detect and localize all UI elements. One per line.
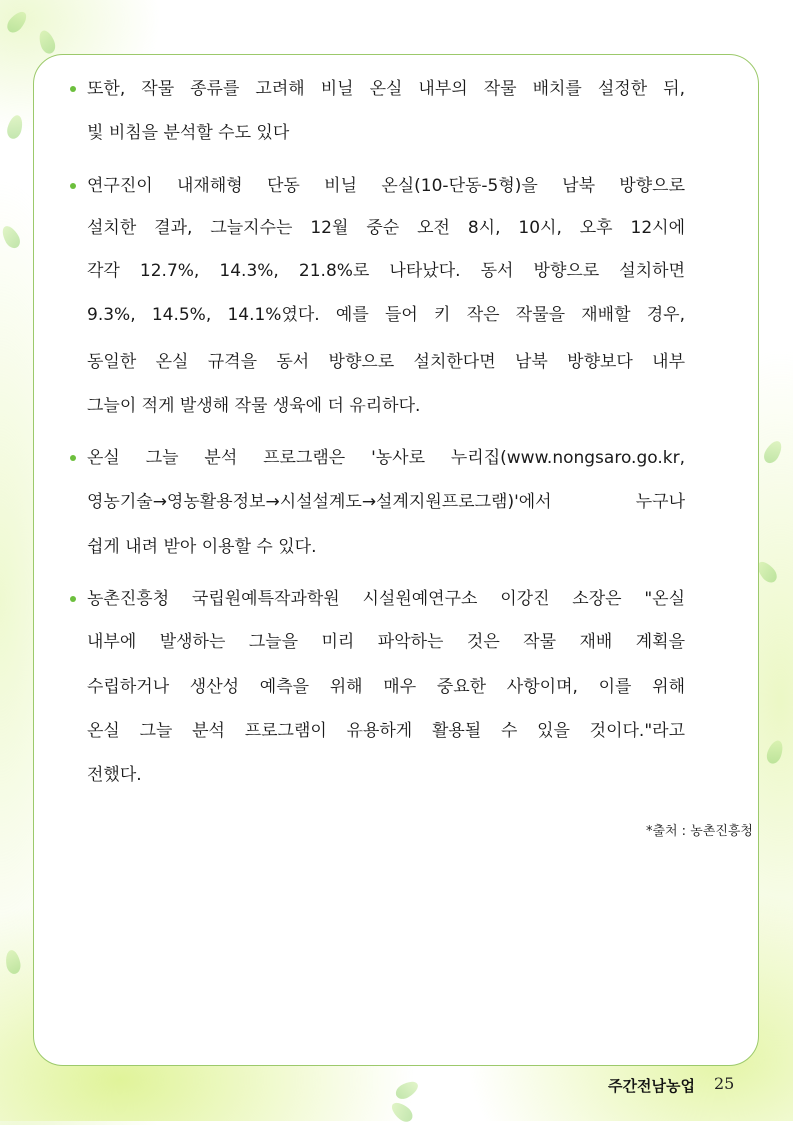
paragraph-line: 영농기술→영농활용정보→시설설계도→설계지원프로그램)'에서 누구나 xyxy=(87,492,685,512)
paragraph-line: 그늘이 적게 발생해 작물 생육에 더 유리하다. xyxy=(87,396,421,416)
paragraph-line: 9.3%, 14.5%, 14.1%였다. 예를 들어 키 작은 작물을 재배할 경우, xyxy=(87,305,685,325)
paragraph-line: 연구진이 내재해형 단동 비닐 온실(10-단동-5형)을 남북 방향으로 xyxy=(87,176,685,196)
paragraph-line: 전했다. xyxy=(87,765,142,785)
paragraph-line: 온실 그늘 분석 프로그램은 '농사로 누리집(www.nongsaro.go.kr, xyxy=(87,448,685,468)
bullet-icon xyxy=(70,596,76,602)
publication-name: 주간전남농업 xyxy=(608,1077,695,1095)
source-note: *출처 : 농촌진흥청 xyxy=(645,824,753,839)
paragraph-line: 농촌진흥청 국립원예특작과학원 시설원예연구소 이강진 소장은 "온실 xyxy=(87,589,685,609)
paragraph-line: 쉽게 내려 받아 이용할 수 있다. xyxy=(87,537,317,557)
bullet-icon xyxy=(70,183,76,189)
paragraph-line: 설치한 결과, 그늘지수는 12월 중순 오전 8시, 10시, 오후 12시에 xyxy=(87,218,685,238)
leaf-decoration xyxy=(764,738,785,765)
bullet-icon xyxy=(70,455,76,461)
paragraph-line: 온실 그늘 분석 프로그램이 유용하게 활용될 수 있을 것이다."라고 xyxy=(87,721,685,741)
leaf-decoration xyxy=(393,1078,421,1102)
paragraph-line: 빛 비침을 분석할 수도 있다 xyxy=(87,123,290,143)
leaf-decoration xyxy=(388,1099,415,1125)
paragraph-line: 동일한 온실 규격을 동서 방향으로 설치한다면 남북 방향보다 내부 xyxy=(87,352,685,372)
leaf-decoration xyxy=(4,949,22,975)
paragraph-line: 각각 12.7%, 14.3%, 21.8%로 나타났다. 동서 방향으로 설치하면 xyxy=(87,261,685,281)
leaf-decoration xyxy=(36,28,57,55)
leaf-decoration xyxy=(761,438,785,466)
leaf-decoration xyxy=(4,8,30,35)
leaf-decoration xyxy=(0,223,23,251)
paragraph-line: 또한, 작물 종류를 고려해 비닐 온실 내부의 작물 배치를 설정한 뒤, xyxy=(87,79,685,99)
content-frame xyxy=(33,54,759,1066)
leaf-decoration xyxy=(5,114,25,141)
bullet-icon xyxy=(70,86,76,92)
paragraph-line: 수립하거나 생산성 예측을 위해 매우 중요한 사항이며, 이를 위해 xyxy=(87,677,685,697)
page-number: 25 xyxy=(714,1074,735,1093)
paragraph-line: 내부에 발생하는 그늘을 미리 파악하는 것은 작물 재배 계획을 xyxy=(87,632,685,652)
